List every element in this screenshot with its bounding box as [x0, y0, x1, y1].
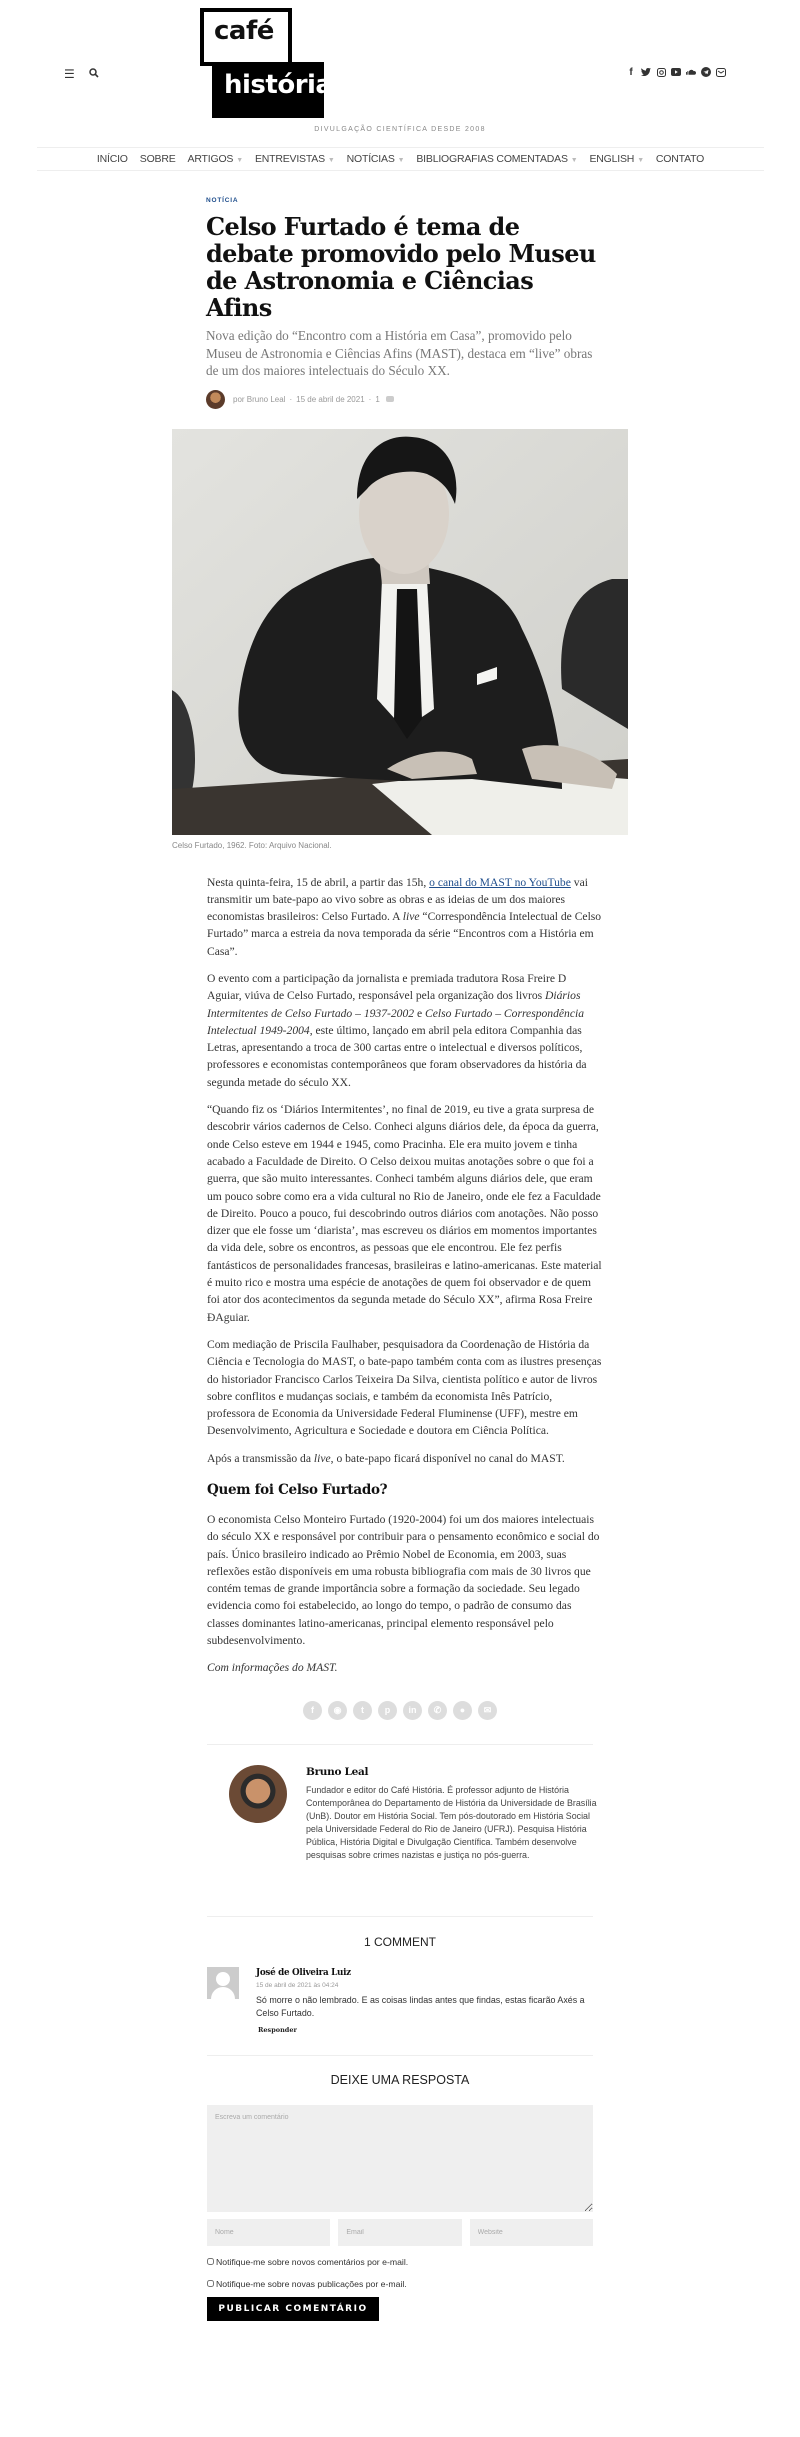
comment-avatar-placeholder-icon: [207, 1967, 239, 1999]
nav-item-not-cias[interactable]: [347, 153, 405, 165]
chevron-down-icon: ▼: [637, 157, 644, 164]
comment-textarea[interactable]: [207, 2105, 593, 2212]
text: e: [414, 1006, 426, 1020]
reply-heading: DEIXE UMA RESPOSTA: [330, 2072, 470, 2087]
nav-item-label: ARTIGOS: [187, 153, 234, 165]
text-italic: live: [313, 1451, 331, 1465]
notify-posts-checkbox[interactable]: [207, 2280, 214, 2287]
comment-body: [256, 1967, 593, 2035]
nav-item-contato[interactable]: [656, 153, 704, 165]
comment-bubble-icon: [386, 396, 394, 402]
comment-item: [207, 1967, 593, 2035]
menu-icon[interactable]: ☰: [64, 67, 75, 81]
comment-count[interactable]: 1: [375, 394, 380, 404]
comments-heading: 1 COMMENT: [364, 1934, 436, 1949]
chevron-down-icon: ▼: [570, 157, 578, 164]
notify-comments-option[interactable]: [207, 2256, 800, 2268]
meta-separator: ·: [368, 394, 372, 404]
linkedin-icon[interactable]: in: [403, 1701, 422, 1720]
social-links: [626, 66, 726, 78]
author-box-bio: Fundador e editor do Café História. É professor adjunto de História Contemporânea do Departamento de História da Universidade de Brasília (UnB). Doutor em História Social. Tem pós-doutorado em História Social pela Universidade Federal do Rio de Janeiro (UFRJ). Pesquisa História Pública, História Digital e Divulgação Científica. Também desenvolve pesquisas sobre crimes nazistas e justiça no pós-guerra.: [306, 1784, 597, 1860]
pinterest-icon[interactable]: p: [378, 1701, 397, 1720]
instagram-icon[interactable]: [656, 66, 666, 78]
text: , este último, lançado em abril pela editora Companhia das Letras, apresentando a troca de 300 cartas entre o intelectual e diversos políticos, professores e economistas contemporâneos que foram observadores da história da segunda metade do século XX.: [207, 1023, 587, 1089]
soundcloud-icon[interactable]: [686, 66, 696, 78]
email-icon[interactable]: [716, 66, 726, 78]
youtube-icon[interactable]: [671, 66, 681, 78]
logo-text-bottom: história: [224, 70, 333, 100]
category-label[interactable]: NOTÍCIA: [206, 197, 239, 204]
twitter-icon[interactable]: [641, 66, 651, 78]
paragraph-3: “Quando fiz os ‘Diários Intermitentes’, no final de 2019, eu tive a grata surpresa de descobrir vários cadernos de Celso. Conheci alguns diários dele, da época da guerra, onde Celso esteve em 1944 e 1945, como Pracinha. Ele era muito jovem e tinha acabado a Faculdade de Direito. O Celso deixou muitas anotações sobre o que foi a guerra, que são muito interessantes. Conheci também alguns diários dele, que eram um pouco sobre como era a vida cultural no Rio de Janeiro, onde ele fez a Faculdade de Direito. Pouco a pouco, fui descobrindo outros diários com anotações. Não posso dizer que ele fosse um ‘diarista’, mas escreveu os diários em momentos importantes da vida dele, sobre os encontros, as pessoas que ele encontrou. Ele fez perfis fantásticos de personalidades francesas, brasileiras e latino-americanas. Este material é muito rico e mostra uma espécie de anotações de quem foi observador e de quem foi ator dos acontecimentos da segunda metade do Século XX”, afirma Rosa Freire ÐAguiar.: [207, 1103, 602, 1324]
name-input[interactable]: [207, 2219, 330, 2246]
share-buttons: [303, 1701, 800, 1720]
divider: [207, 2055, 593, 2056]
comment-date[interactable]: 15 de abril de 2021 às 04:24: [256, 1981, 339, 1989]
text: vai transmitir um bate-papo ao vivo sobre as obras e as ideias de um dos maiores economistas brasileiros: Celso Furtado. A: [207, 875, 588, 924]
text: , o bate-papo ficará disponível no canal do MAST.: [330, 1451, 565, 1465]
website-input[interactable]: [470, 2219, 593, 2246]
header-left-tools: [64, 67, 99, 81]
chevron-down-icon: ▼: [327, 157, 335, 164]
comment-author: José de Oliveira Luiz: [256, 1967, 351, 1978]
author-link[interactable]: por Bruno Leal: [233, 394, 286, 404]
main-nav: [37, 147, 764, 171]
chevron-down-icon: ▼: [397, 157, 405, 164]
nav-item-label: BIBLIOGRAFIAS COMENTADAS: [416, 153, 568, 165]
commenter-fields: [207, 2219, 593, 2246]
search-icon[interactable]: [89, 67, 99, 81]
author-box-text: [306, 1765, 606, 1862]
comment-reply-link[interactable]: Responder: [258, 2025, 297, 2034]
paragraph-2: [207, 970, 603, 1091]
book-title: Celso Furtado – Correspondência Intelectual 1949-2004: [207, 1006, 584, 1037]
logo-top-box: [200, 8, 292, 66]
author-avatar[interactable]: [206, 390, 225, 409]
paragraph-6: O economista Celso Monteiro Furtado (1920-2004) foi um dos maiores intelectuais do século XX e responsável por contribuir para o pensamento econômico e social do país. Único brasileiro indicado ao Prêmio Nobel de Economia, em 2003, suas reflexões estão disponíveis em uma robusta bibliografia com mais de 30 livros que contém temas de grande importância sobre a formação da sociedade. Seu legado evidencia como foi estabelecido, ao longo do tempo, o padrão de consumo das classes dominantes latino-americanas, principal elemento responsável pelo subdesenvolvimento.: [207, 1513, 600, 1648]
article-header: [206, 197, 606, 409]
author-box: [229, 1765, 800, 1862]
nav-item-in-cio[interactable]: [97, 153, 128, 165]
notify-posts-label: Notifique-me sobre novas publicações por e-mail.: [216, 2278, 407, 2289]
notify-comments-checkbox[interactable]: [207, 2258, 214, 2265]
publish-comment-button[interactable]: PUBLICAR COMENTÁRIO: [207, 2297, 379, 2321]
text: Após a transmissão da: [207, 1451, 314, 1465]
text: Nesta quinta-feira, 15 de abril, a partir das 15h,: [207, 875, 430, 889]
twitter-icon[interactable]: t: [353, 1701, 372, 1720]
nav-item-label: SOBRE: [139, 153, 176, 165]
site-logo[interactable]: [200, 8, 333, 118]
facebook-icon[interactable]: f: [303, 1701, 322, 1720]
article-title: Celso Furtado é tema de debate promovido pelo Museu de Astronomia e Ciências Afins: [206, 212, 596, 322]
article-main: [0, 190, 800, 2321]
nav-item-sobre[interactable]: [140, 153, 176, 165]
nav-item-label: CONTATO: [655, 153, 705, 165]
nav-item-english[interactable]: [589, 153, 643, 165]
mast-youtube-link[interactable]: o canal do MAST no YouTube: [429, 875, 571, 889]
nav-item-label: ENTREVISTAS: [254, 153, 325, 165]
nav-item-label: ENGLISH: [589, 153, 635, 165]
nav-item-bibliografias-comentadas[interactable]: [416, 153, 577, 165]
facebook-icon[interactable]: f: [629, 66, 633, 78]
divider: [207, 1744, 593, 1745]
messenger-icon[interactable]: ◉: [328, 1701, 347, 1720]
site-tagline: DIVULGAÇÃO CIENTÍFICA DESDE 2008: [314, 126, 486, 133]
paragraph-source: Com informações do MAST.: [207, 1661, 338, 1675]
text: “Correspondência Intelectual de Celso Furtado” marca a estreia da nova temporada da série “Encontros com a História em Casa”.: [207, 910, 602, 958]
divider: [207, 1916, 593, 1917]
photo-caption: Celso Furtado, 1962. Foto: Arquivo Nacional.: [172, 840, 332, 850]
article-meta: [206, 390, 606, 409]
paragraph-4: Com mediação de Priscila Faulhaber, pesquisadora da Coordenação de História da Ciência e Tecnologia do MAST, o bate-papo também conta com as ilustres presenças do historiador Francisco Carlos Teixeira Da Silva, cientista político e autor de livros sobre conflitos e mudanças sociais, e também da economista Inês Patrício, professora de Economia da Universidade Federal Fluminense (UFF), mestre em Desenvolvimento, Agricultura e Sociedade e doutora em Ciência Política.: [207, 1337, 602, 1438]
reddit-icon[interactable]: ●: [453, 1701, 472, 1720]
text-italic: live: [402, 910, 420, 924]
logo-text-top: café: [214, 16, 274, 46]
notify-comments-label: Notifique-me sobre novos comentários por e-mail.: [216, 2256, 409, 2267]
section-heading: Quem foi Celso Furtado?: [207, 1482, 388, 1498]
author-box-avatar[interactable]: [229, 1765, 287, 1823]
paragraph-1: [207, 874, 603, 960]
logo-bottom-box: [212, 62, 333, 118]
notify-posts-option[interactable]: [207, 2278, 800, 2290]
text: O evento com a participação da jornalista e premiada tradutora Rosa Freire D Aguiar, viúva de Celso Furtado, responsável pela organização dos livros: [207, 971, 567, 1003]
publish-date: 15 de abril de 2021: [296, 394, 365, 404]
telegram-icon[interactable]: [701, 66, 711, 78]
comment-text: Só morre o não lembrado. E as coisas lindas antes que findas, estas ficarão Axés a Celso Furtado.: [256, 1994, 585, 2018]
nav-item-entrevistas[interactable]: [255, 153, 335, 165]
author-box-name[interactable]: Bruno Leal: [306, 1765, 369, 1778]
email-input[interactable]: [338, 2219, 461, 2246]
featured-photo: [172, 429, 628, 835]
paragraph-5: [207, 1450, 603, 1467]
chevron-down-icon: ▼: [236, 157, 243, 164]
nav-item-label: NOTÍCIAS: [346, 153, 395, 165]
meta-separator: ·: [289, 394, 293, 404]
article-subtitle: Nova edição do “Encontro com a História em Casa”, promovido pelo Museu de Astronomia e Ciências Afins (MAST), destaca em “live” obras de um dos maiores intelectuais do Século XX.: [206, 328, 593, 378]
whatsapp-icon[interactable]: ✆: [428, 1701, 447, 1720]
nav-item-label: INÍCIO: [96, 153, 128, 165]
email-icon[interactable]: ✉: [478, 1701, 497, 1720]
book-title: Diários Intermitentes de Celso Furtado – 1937-2002: [207, 989, 581, 1020]
nav-item-artigos[interactable]: [188, 153, 243, 165]
